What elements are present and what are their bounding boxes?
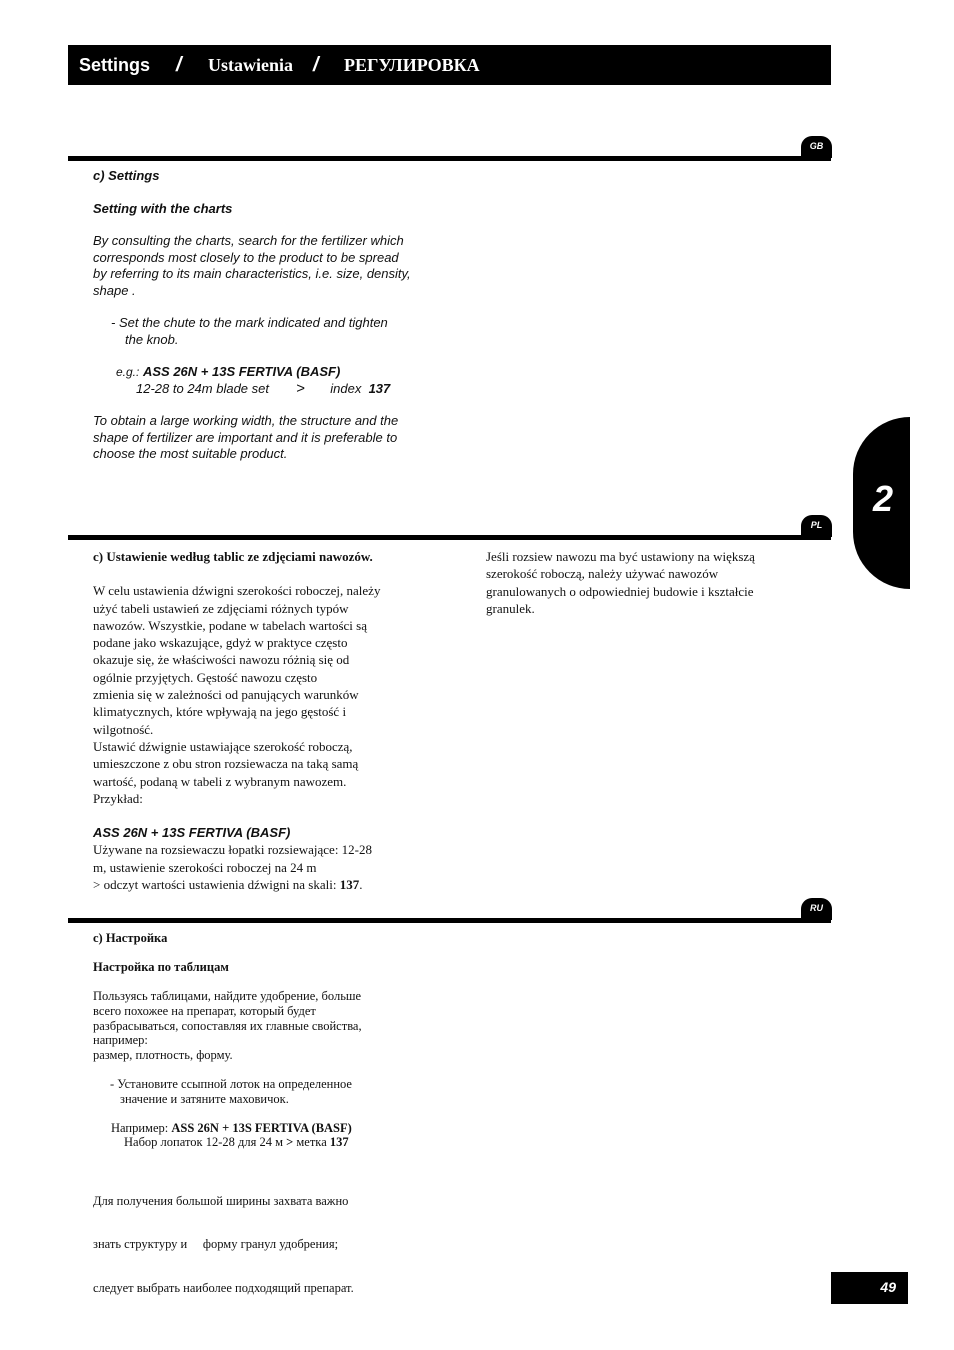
ru-example: Например: ASS 26N + 13S FERTIVA (BASF) Набор лопаток 12-28 для 24 м > метка 137: [111, 1120, 352, 1150]
gb-example: e.g.: ASS 26N + 13S FERTIVA (BASF) 12-28 to 24m blade set > index 137: [116, 364, 391, 397]
chapter-tab: [853, 417, 910, 589]
gb-section: [93, 168, 433, 463]
header-separator: /: [176, 54, 182, 76]
pl-section-left: [93, 548, 438, 893]
gb-bullet: - Set the chute to the mark indicated and tighten the knob.: [111, 315, 388, 347]
page-header: [68, 45, 831, 85]
gb-heading: c) Settings: [93, 168, 160, 183]
language-badge-gb: GB: [801, 136, 832, 158]
page-number-box: [831, 1272, 908, 1304]
pl-heading: c) Ustawienie według tablic ze zdjęciami nawozów.: [93, 549, 373, 564]
ru-bullet: - Установите ссыпной лоток на определенное значение и затяните маховичок.: [110, 1076, 352, 1106]
header-separator: /: [313, 54, 319, 76]
ru-subheading: Настройка по таблицам: [93, 960, 229, 975]
header-title-en: Settings: [79, 55, 151, 75]
ru-paragraph-2: Для получения большой ширины захвата важно знать структуру и форму гранул удобрения; следует выбрать наиболее подходящий препарат.: [93, 1193, 354, 1296]
ru-heading: c) Настройка: [93, 931, 168, 945]
pl-paragraph-1: W celu ustawienia dźwigni szerokości roboczej, należy użyć tabeli ustawień ze zdjęciami różnych typów nawozów. Wszystkie, podane w tabelach wartości są podane jako wskazujące, gdyż w praktyce często okazuje się, że właściwości nawozu różnią się od ogólnie przyjętych. Gęstość nawozu często zmienia się w zależności od panujących warunków klimatycznych, które wpływają na jego gęstość i wilgotność. Ustawić dźwignie ustawiające szerokość roboczą, umieszczone z obu stron rozsiewacza na taką samą wartość, podaną w tabeli z wybranym nawozem. Przykład:: [93, 583, 381, 806]
pl-section-right: Jeśli rozsiew nawozu ma być ustawiony na większą szerokość roboczą, należy używać nawozów granulowanych o odpowiedniej budowie i kształcie granulek.: [486, 549, 755, 616]
gb-paragraph-2: To obtain a large working width, the structure and the shape of fertilizer are important and it is preferable to choose the most suitable product.: [93, 413, 399, 461]
page-number: 49: [880, 1279, 896, 1295]
pl-example: ASS 26N + 13S FERTIVA (BASF) Używane na rozsiewaczu łopatki rozsiewające: 12-28 m, ustawienie szerokości roboczej na 24 m > odczyt wartości ustawienia dźwigni na skali: 137.: [93, 825, 373, 893]
language-badge-pl: PL: [801, 515, 832, 537]
ru-paragraph-1: Пользуясь таблицами, найдите удобрение, больше всего похожее на препарат, который будет разбрасываться, сопоставляя их главные свойства, например: размер, плотность, форму.: [93, 989, 362, 1062]
header-title-pl: Ustawienia: [208, 55, 293, 75]
section-divider: [68, 535, 831, 540]
gb-paragraph-1: By consulting the charts, search for the fertilizer which corresponds most closely to the product to be spread by referring to its main characteristics, i.e. size, density, shape .: [93, 233, 411, 298]
ru-section: [93, 931, 433, 1325]
language-badge-ru: RU: [801, 898, 832, 920]
header-title-ru: РЕГУЛИРОВКА: [344, 55, 480, 75]
section-divider: [68, 156, 831, 161]
section-divider: [68, 918, 831, 923]
gb-subheading: Setting with the charts: [93, 200, 233, 216]
chapter-number: 2: [873, 478, 894, 519]
